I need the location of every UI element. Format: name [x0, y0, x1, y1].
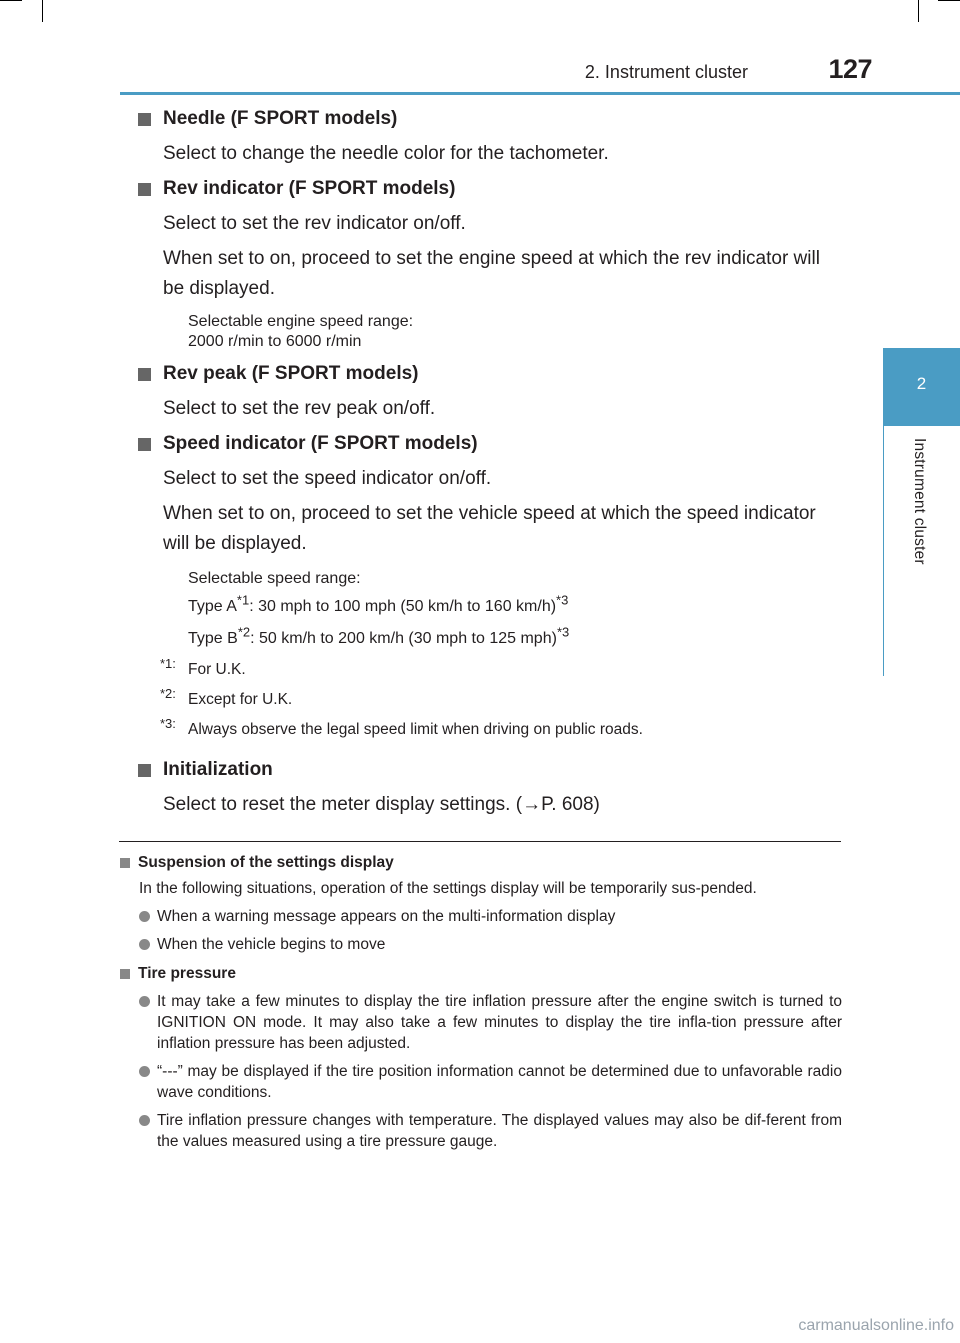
item-speed-indicator	[138, 429, 838, 741]
range-type-a: Type $A^{*1}$: 30 mph to 100 mph (50 km/h to 160 km/h)$^{*3}$	[188, 592, 569, 615]
crop-mark	[938, 0, 960, 1]
header-section-title: 2. Instrument cluster	[584, 62, 748, 82]
round-bullet-icon	[139, 911, 150, 922]
item-text: When set to on, proceed to set the engine speed at which the rev indicator will be displayed.	[163, 248, 820, 299]
section-divider	[119, 841, 841, 842]
footnote: $^{*1:}$ For U.K.	[160, 655, 246, 678]
item-title: Rev peak (F SPORT models)	[163, 363, 419, 384]
round-bullet-icon	[139, 939, 150, 950]
round-bullet-icon	[139, 996, 150, 1007]
footnote: $^{*2:}$ Except for U.K.	[160, 685, 293, 708]
chapter-tab-line	[883, 426, 884, 676]
item-text: When set to on, proceed to set the vehicle speed at which the speed indicator will be displayed.	[163, 503, 816, 554]
note-title: Tire pressure	[138, 965, 236, 982]
note-text: In the following situations, operation of the settings display will be temporarily sus-pended.	[139, 880, 757, 897]
list-item: When the vehicle begins to move	[139, 934, 842, 955]
note-title: Suspension of the settings display	[138, 854, 394, 871]
page-reference-link[interactable]: P. 608)	[541, 794, 600, 815]
chapter-tab-label: Instrument cluster	[911, 438, 928, 565]
item-text: Select to reset the meter display settings. (→P. 608)	[163, 794, 600, 815]
item-text: Select to change the needle color for the tachometer.	[163, 143, 609, 164]
square-bullet-icon	[138, 438, 151, 451]
item-title: Speed indicator (F SPORT models)	[163, 433, 478, 454]
range-label: Selectable engine speed range:	[188, 313, 414, 330]
square-bullet-icon	[138, 368, 151, 381]
round-bullet-icon	[139, 1066, 150, 1077]
square-bullet-icon	[120, 969, 130, 979]
main-content	[138, 104, 838, 820]
list-item: Tire inflation pressure changes with temperature. The displayed values may also be dif-ferent from the values measured using a tire pressure gauge.	[139, 1110, 842, 1152]
crop-mark	[42, 0, 43, 22]
range-type-b: Type $B^{*2}$: 50 km/h to 200 km/h (30 mph to 125 mph)$^{*3}$	[188, 624, 570, 647]
arrow-icon: →	[522, 794, 542, 815]
square-bullet-icon	[138, 113, 151, 126]
item-title: Needle (F SPORT models)	[163, 108, 398, 129]
item-title: Rev indicator (F SPORT models)	[163, 178, 456, 199]
round-bullet-icon	[139, 1115, 150, 1126]
item-text: Select to set the rev peak on/off.	[163, 398, 436, 419]
list-item: When a warning message appears on the multi-information display	[139, 906, 842, 927]
watermark: carmanualsonline.info	[798, 1317, 954, 1334]
item-needle	[138, 104, 838, 169]
item-title: Initialization	[163, 759, 273, 780]
page-number: 127	[828, 54, 872, 84]
list-item: “---” may be displayed if the tire position information cannot be determined due to unfavorable radio wave conditions.	[139, 1061, 842, 1103]
list-item: It may take a few minutes to display the tire inflation pressure after the engine switch is turned to IGNITION ON mode. It may also take a few minutes to display the tire infla-tion pressure after inflation pressure has been adjusted.	[139, 991, 842, 1054]
chapter-tab[interactable]: 2	[883, 348, 960, 426]
item-initialization	[138, 755, 838, 820]
item-rev-indicator	[138, 174, 838, 352]
item-rev-peak	[138, 359, 838, 424]
square-bullet-icon	[120, 858, 130, 868]
square-bullet-icon	[138, 764, 151, 777]
footnote: $^{*3:}$ Always observe the legal speed limit when driving on public roads.	[160, 715, 643, 738]
header-rule	[120, 92, 960, 95]
range-label: Selectable speed range:	[188, 570, 361, 587]
crop-mark	[918, 0, 919, 22]
item-text: Select to set the rev indicator on/off.	[163, 213, 466, 234]
square-bullet-icon	[138, 183, 151, 196]
crop-mark	[0, 0, 22, 1]
notes-section	[120, 852, 842, 1152]
range-value: 2000 r/min to 6000 r/min	[188, 333, 362, 350]
item-text: Select to set the speed indicator on/off.	[163, 468, 492, 489]
